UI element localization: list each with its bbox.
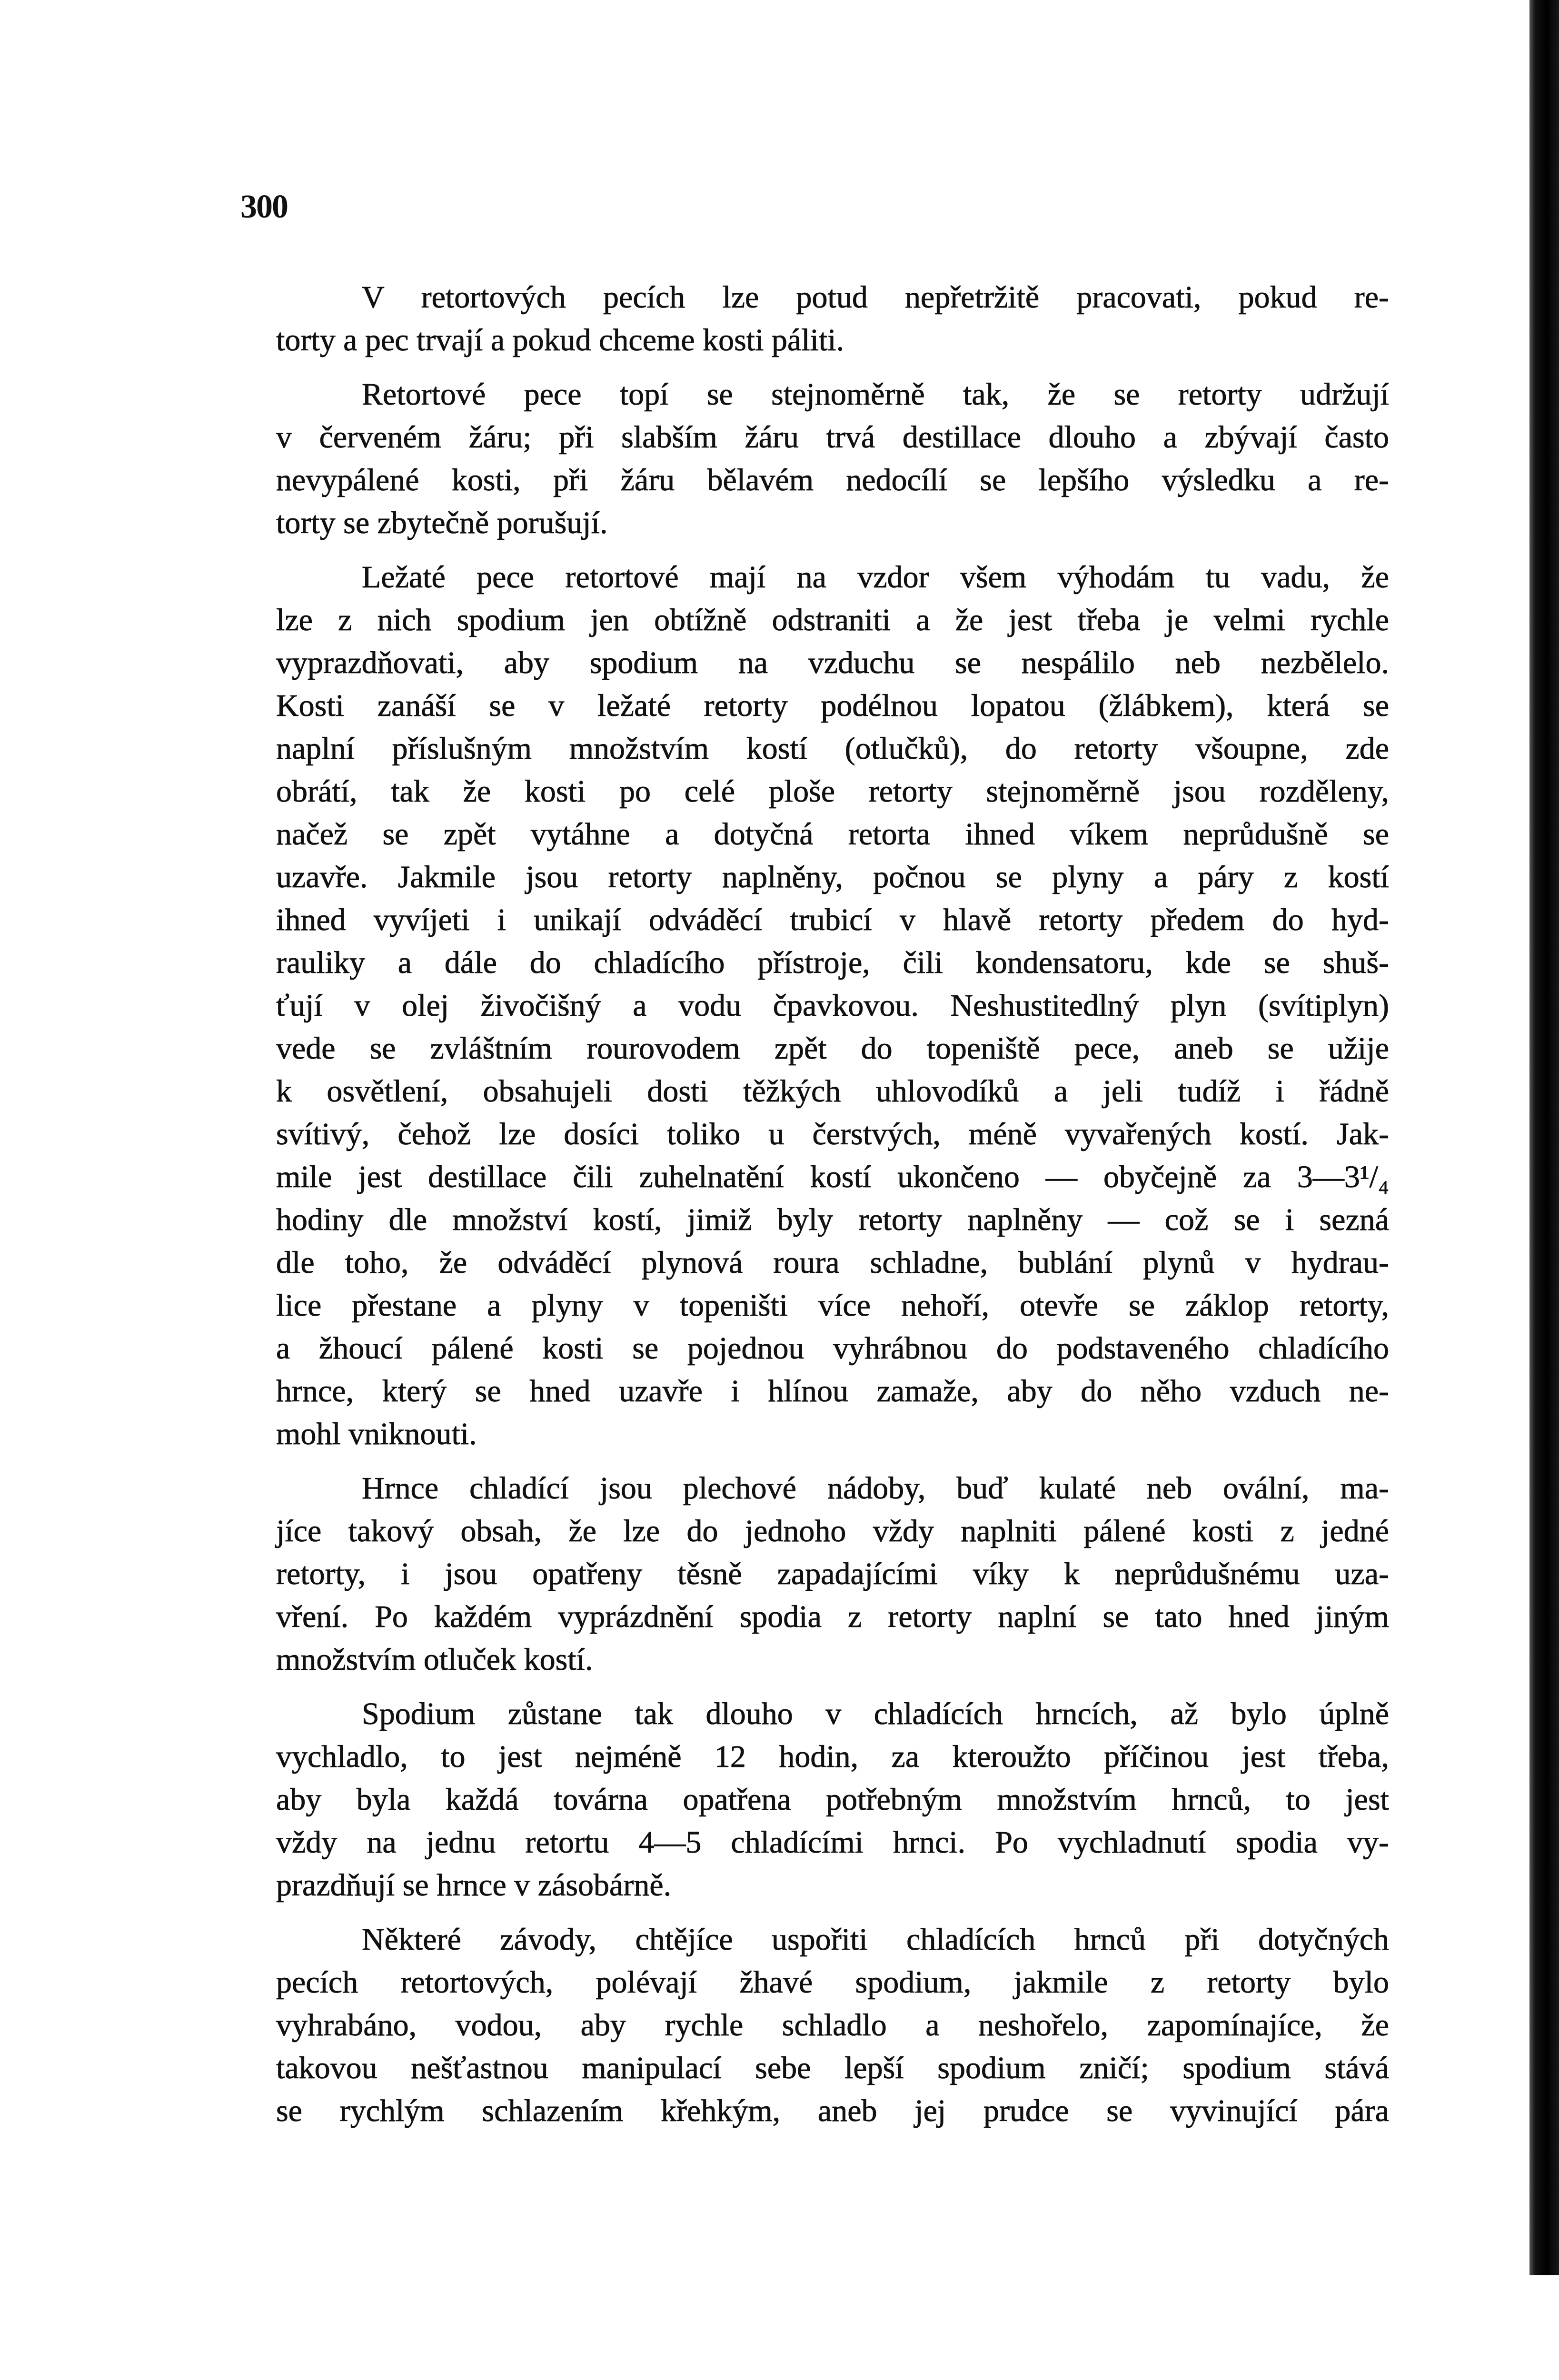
text-line: vždy na jednu retortu 4—5 chladícími hrnci. Po vychladnutí spodia vy- (276, 1825, 1389, 1860)
text-line: dle toho, že odváděcí plynová roura schladne, bublání plynů v hydrau- (276, 1245, 1389, 1280)
text-line: se rychlým schlazením křehkým, aneb jej prudce se vyvinující pára (276, 2093, 1389, 2128)
paragraph (276, 373, 1389, 545)
text-line: Některé závody, chtějíce uspořiti chladících hrnců při dotyčných (362, 1922, 1389, 1957)
text-line: vyprazdňovati, aby spodium na vzduchu se nespálilo neb nezbělelo. (276, 645, 1389, 680)
text-line: vychladlo, to jest nejméně 12 hodin, za kteroužto příčinou jest třeba, (276, 1739, 1389, 1774)
text-line: vyhrabáno, vodou, aby rychle schladlo a neshořelo, zapomínajíce, že (276, 2008, 1389, 2043)
paragraph (276, 1467, 1389, 1681)
text-line: V retortových pecích lze potud nepřetržitě pracovati, pokud re- (362, 280, 1389, 315)
text-line: naplní příslušným množstvím kostí (otlučků), do retorty všoupne, zde (276, 731, 1389, 766)
text-line: ťují v olej živočišný a vodu čpavkovou. Neshustitedlný plyn (svítiplyn) (276, 988, 1389, 1023)
text-line: mile jest destillace čili zuhelnatění kostí ukončeno — obyčejně za 3—3¹/₄ (276, 1160, 1389, 1194)
text-line: takovou nešťastnou manipulací sebe lepší spodium zničí; spodium stává (276, 2051, 1389, 2085)
text-line: lice přestane a plyny v topeništi více nehoří, otevře se záklop retorty, (276, 1288, 1389, 1323)
text-line: pecích retortových, polévají žhavé spodium, jakmile z retorty bylo (276, 1965, 1389, 2000)
body-text (276, 276, 1389, 2132)
text-line: mohl vniknouti. (276, 1417, 477, 1451)
text-line: obrátí, tak že kosti po celé ploše retorty stejnoměrně jsou rozděleny, (276, 774, 1389, 809)
scan-edge-border (1529, 0, 1559, 2275)
text-line: vření. Po každém vyprázdnění spodia z retorty naplní se tato hned jiným (276, 1599, 1389, 1634)
text-line: Hrnce chladící jsou plechové nádoby, buď kulaté neb ovální, ma- (362, 1471, 1389, 1506)
paragraph (276, 1918, 1389, 2132)
text-line: v červeném žáru; při slabším žáru trvá destillace dlouho a zbývají často (276, 420, 1389, 455)
text-line: aby byla každá továrna opatřena potřebným množstvím hrnců, to jest (276, 1782, 1389, 1817)
text-line: uzavře. Jakmile jsou retorty naplněny, počnou se plyny a páry z kostí (276, 860, 1389, 894)
text-line: torty se zbytečně porušují. (276, 506, 608, 540)
text-line: lze z nich spodium jen obtížně odstraniti a že jest třeba je velmi rychle (276, 603, 1389, 637)
text-line: ihned vyvíjeti i unikají odváděcí trubicí v hlavě retorty předem do hyd- (276, 902, 1389, 937)
text-line: torty a pec trvají a pokud chceme kosti páliti. (276, 323, 844, 357)
text-line: retorty, i jsou opatřeny těsně zapadajícími víky k neprůdušnému uza- (276, 1557, 1389, 1591)
text-line: Kosti zanáší se v ležaté retorty podélnou lopatou (žlábkem), která se (276, 688, 1389, 723)
text-line: Spodium zůstane tak dlouho v chladících hrncích, až bylo úplně (362, 1696, 1389, 1731)
text-line: Retortové pece topí se stejnoměrně tak, že se retorty udržují (362, 377, 1389, 412)
paragraph (276, 276, 1389, 362)
text-line: nevypálené kosti, při žáru bělavém nedocílí se lepšího výsledku a re- (276, 463, 1389, 497)
text-line: k osvětlení, obsahujeli dosti těžkých uhlovodíků a jeli tudíž i řádně (276, 1074, 1389, 1109)
text-line: a žhoucí pálené kosti se pojednou vyhrábnou do podstaveného chladícího (276, 1331, 1389, 1366)
text-line: načež se zpět vytáhne a dotyčná retorta ihned víkem neprůdušně se (276, 817, 1389, 852)
text-line: Ležaté pece retortové mají na vzdor všem výhodám tu vadu, že (362, 560, 1389, 595)
text-line: jíce takový obsah, že lze do jednoho vždy naplniti pálené kosti z jedné (276, 1514, 1389, 1548)
paragraph (276, 556, 1389, 1456)
text-line: svítivý, čehož lze dosíci toliko u čerstvých, méně vyvařených kostí. Jak- (276, 1117, 1389, 1151)
page-number: 300 (240, 188, 288, 225)
paragraph (276, 1693, 1389, 1907)
text-line: množstvím otluček kostí. (276, 1642, 593, 1677)
text-line: hrnce, který se hned uzavře i hlínou zamaže, aby do něho vzduch ne- (276, 1374, 1389, 1408)
text-line: prazdňují se hrnce v zásobárně. (276, 1868, 672, 1903)
text-line: rauliky a dále do chladícího přístroje, čili kondensatoru, kde se shuš- (276, 945, 1389, 980)
text-line: hodiny dle množství kostí, jimiž byly retorty naplněny — což se i sezná (276, 1202, 1389, 1237)
text-line: vede se zvláštním rourovodem zpět do topeniště pece, aneb se užije (276, 1031, 1389, 1066)
